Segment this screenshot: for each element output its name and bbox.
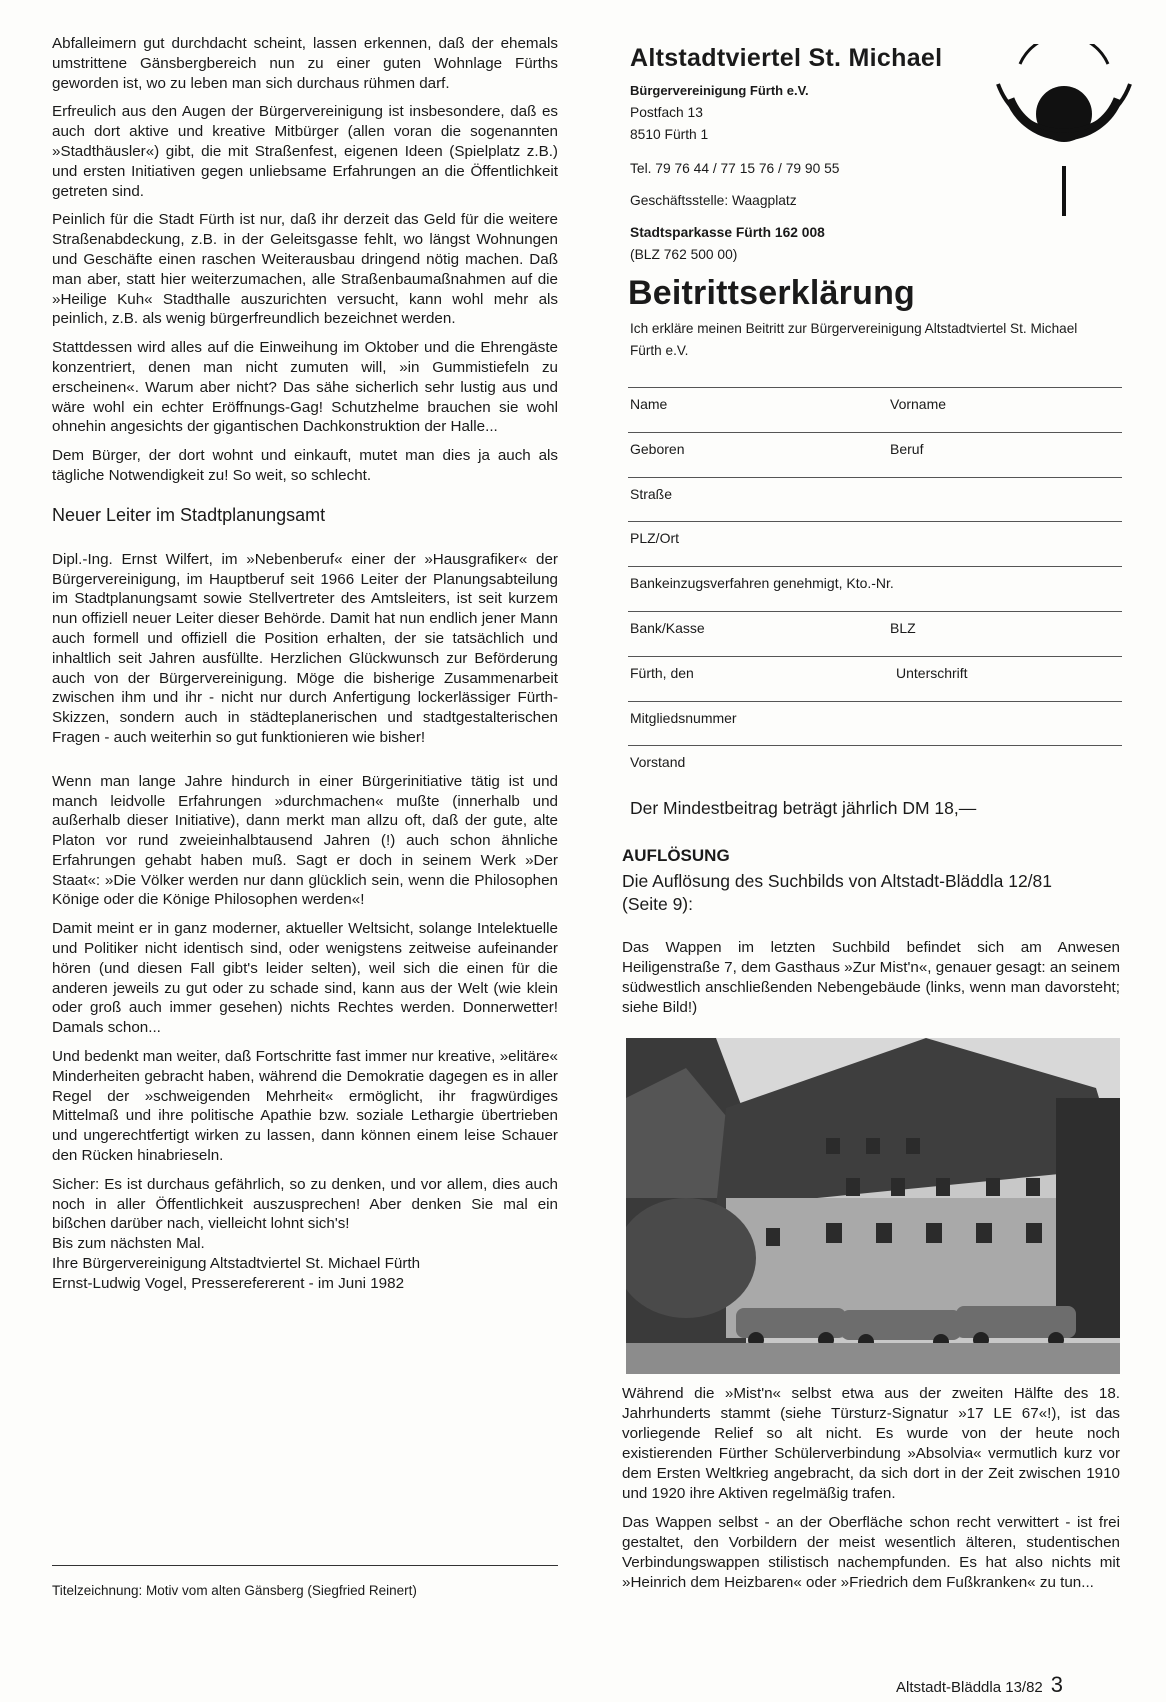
telephone: Tel. 79 76 44 / 77 15 76 / 79 90 55 [630,161,840,176]
closing-line: Ernst-Ludwig Vogel, Presserefererent - im Juni 1982 [52,1274,405,1292]
paragraph: Und bedenkt man weiter, daß Fortschritte fast immer nur kreative, »elitäre« Minderheiten gebracht haben, während die Demokratie dagegen es in aller Regel der »schweigenden Mehrheit« ermöglicht, ihr fragwürdiges Mittelmaß und ihre politische Apathie bzw. soziale Lethargie übertrieben und ungerechtfertigt wirken zu lassen, dann können einem leise Schauer den Rücken hinabrieseln. [52,1048,558,1165]
fuerth-den-field[interactable]: Fürth, den [630,664,694,681]
blz: (BLZ 762 500 00) [630,247,738,262]
publication-name: Altstadt-Bläddla 13/82 [896,1679,1043,1696]
geboren-field[interactable]: Geboren [630,440,685,457]
form-row [628,611,1122,656]
org-name: Altstadtviertel St. Michael [630,44,943,72]
form-row [628,521,1122,566]
city: 8510 Fürth 1 [630,127,709,142]
aufloesung-paragraph: Das Wappen im letzten Suchbild befindet sich am Anwesen Heiligenstraße 7, dem Gasthaus »Zur Mist'n«, genauer gesagt: an seinem südwestlich anschließenden Nebengebäude (links, wenn man davorsteht; siehe Bild!) [622,939,1120,1016]
form-row [628,566,1122,611]
divider [52,1565,558,1566]
paragraph: Das Wappen selbst - an der Oberfläche schon recht verwittert - ist frei gestaltet, den Vorbildern der meist wesentlich älteren, studentischen Verbindungswappen stilistisch nachempfunden. Es hat also nichts mit »Heinrich dem Heizbaren« oder »Friedrich dem Fußkranken« zu tun... [622,1514,1120,1591]
paragraph: Peinlich für die Stadt Fürth ist nur, daß ihr derzeit das Geld für die weitere Straßenabdeckung, z.B. in der Geleitsgasse fehlt, wo längst Wohnungen und Geschäfte einen raschen Weiterausbau dringend nötig machen. Daß man aber, statt hier weiterzumachen, alle Straßenbaumaßnahmen auf die »Heilige Kuh« Stadthalle auszurichten versucht, kann wohl mehr als peinlich, z.B. als wenig bürgerfreundlich bezeichnet werden. [52,211,558,328]
closing-line: Ihre Bürgervereinigung Altstadtviertel St. Michael Fürth [52,1255,421,1273]
vorstand-field[interactable]: Vorstand [630,754,686,771]
membership-form [628,387,1122,790]
closing-line: Bis zum nächsten Mal. [52,1235,205,1253]
office: Geschäftsstelle: Waagplatz [630,193,797,208]
paragraph: Damit meint er in ganz moderner, aktueller Weltsicht, solange Intelektuelle und Politiker nicht identisch sind, oder wenigstens zeitweise aufeinander hören (und diesen Fall gibt's leider selten), weil sich die einen für die anderen jeweils zu gut oder zu schade sind, kann aus der Welt (wie klein oder groß auch immer gesehen) nichts Rechtes werden. Donnerwetter! Damals schon... [52,920,558,1037]
blz-field[interactable]: BLZ [890,619,916,636]
plz-ort-field[interactable]: PLZ/Ort [630,530,680,547]
paragraph: Wenn man lange Jahre hindurch in einer Bürgerinitiative tätig ist und manch leidvolle Erfahrungen »durchmachen« mußte (innerhalb und außerhalb dieser Initiative), dann merkt man allzu oft, daß der gute, alte Platon vor rund zweieinhalbtausend Jahren (!) auch schon ähnliche Erfahrungen gehabt haben muß. Sagt er doch in seinem Werk »Der Staat«: »Die Völker werden nur dann glücklich sein, wenn die Philosophen Könige oder die Könige Philosophen werden«! [52,772,558,909]
paragraph: Dem Bürger, der dort wohnt und einkauft, mutet man dies ja auch als tägliche Notwendigkeit zu! So weit, so schlecht. [52,447,558,484]
form-intro: Ich erkläre meinen Beitritt zur Bürgervereinigung Altstadtviertel St. Michael Fürth e.V. [630,321,1078,358]
postfach: Postfach 13 [630,105,703,120]
building-photo [626,1038,1120,1374]
form-row [628,656,1122,701]
bank: Stadtsparkasse Fürth 162 008 [630,225,825,240]
aufloesung-text [622,1384,1120,1602]
paragraph: Erfreulich aus den Augen der Bürgervereinigung ist insbesondere, daß es auch dort aktive und kreative Mitbürger (allen voran die sogenannten »Stadthäusler«) gibt, die mit Straßenfest, eigenen Ideen (Spielplatz z.B.) und ersten Initiativen gegen unliebsame Erfahrungen an die Öffentlichkeit getreten sind. [52,103,558,200]
vorname-field[interactable]: Vorname [890,396,947,412]
aufloesung-heading: AUFLÖSUNG [622,846,730,865]
form-title: Beitrittserklärung [628,274,916,312]
strasse-field[interactable]: Straße [630,485,673,502]
paragraph: Während die »Mist'n« selbst etwa aus der zweiten Hälfte des 18. Jahrhunderts stammt (siehe Türsturz-Signatur »17 LE 67«!), ist das vorliegende Relief so alt nicht. Es wurde von der heute noch existierenden Fürther Schülerverbindung »Absolvia« vermutlich kurz vor dem Ersten Weltkrieg angebracht, da sich dort in der Zeit zwischen 1910 und 1920 ihre Aktiven regelmäßig trafen. [622,1385,1120,1502]
name-field[interactable]: Name [630,396,668,412]
aufloesung-subheading: Die Auflösung des Suchbilds von Altstadt-Bläddla 12/81 (Seite 9): [622,871,1053,914]
org-subtitle: Bürgervereinigung Fürth e.V. [630,83,809,98]
bankeinzug-field[interactable]: Bankeinzugsverfahren genehmigt, Kto.-Nr. [630,575,894,592]
section-heading: Neuer Leiter im Stadtplanungsamt [52,504,326,525]
form-row [628,387,1122,432]
mitgliedsnummer-field[interactable]: Mitgliedsnummer [630,709,737,726]
paragraph: Sicher: Es ist durchaus gefährlich, so zu denken, und vor allem, dies auch noch in aller Öffentlichkeit auszusprechen! Aber denken Sie mal ein bißchen darüber nach, vielleicht lohnt sich's! [52,1175,558,1233]
unterschrift-field[interactable]: Unterschrift [896,664,968,681]
minimum-fee: Der Mindestbeitrag beträgt jährlich DM 18,— [630,798,977,818]
form-row [628,745,1122,790]
cover-caption: Titelzeichnung: Motiv vom alten Gänsberg (Siegfried Reinert) [52,1583,417,1598]
left-column [52,34,558,1294]
paragraph: Stattdessen wird alles auf die Einweihung im Oktober und die Ehrengäste konzentriert, denen man nicht zumuten will, »in Gummistiefeln zu erscheinen«. Warum aber nicht? Das sähe sicherlich sehr lustig aus und wäre wohl ein echter Eröffnungs-Gag! Schutzhelme brauchen sie wohl ohnehin angesichts der gigantischen Dachkonstruktion der Halle... [52,339,558,436]
paragraph: Dipl.-Ing. Ernst Wilfert, im »Nebenberuf« einer der »Hausgrafiker« der Bürgervereinigung, im Hauptberuf seit 1966 Leiter der Planungsabteilung im Stadtplanungsamt sowie Stellvertreter des Amtsleiters, ist seit kurzem nun offiziell neuer Leiter dieser Behörde. Damit hat nun endlich jener Mann auch formell und offiziell die Position erhalten, der sie tatsächlich und inhaltlich seit Jahren ausfüllte. Herzlichen Glückwunsch zur Beförderung auch von der Bürgervereinigung. Möge die bisherige Zusammenarbeit zwischen ihm und ihr - nicht nur durch Anfertigung lockerlässiger Fürth-Skizzen, sondern auch in städteplanerischen und stadtgestalterischen Fragen - auch weiterhin so gut funktionieren wie bisher! [52,550,558,746]
org-logo-icon [990,44,1140,224]
page-footer [896,1672,1063,1698]
form-row [628,432,1122,477]
bank-kasse-field[interactable]: Bank/Kasse [630,619,705,636]
paragraph: Abfalleimern gut durchdacht scheint, lassen erkennen, daß der ehemals umstrittene Gänsbergbereich nun zu einer guten Wohnlage Fürths geworden ist, wo zu leben man sich durchaus rühmen darf. [52,35,558,92]
beruf-field[interactable]: Beruf [890,440,924,457]
page-number: 3 [1050,1672,1064,1697]
form-row [628,477,1122,522]
org-address [630,80,839,266]
form-row [628,701,1122,746]
